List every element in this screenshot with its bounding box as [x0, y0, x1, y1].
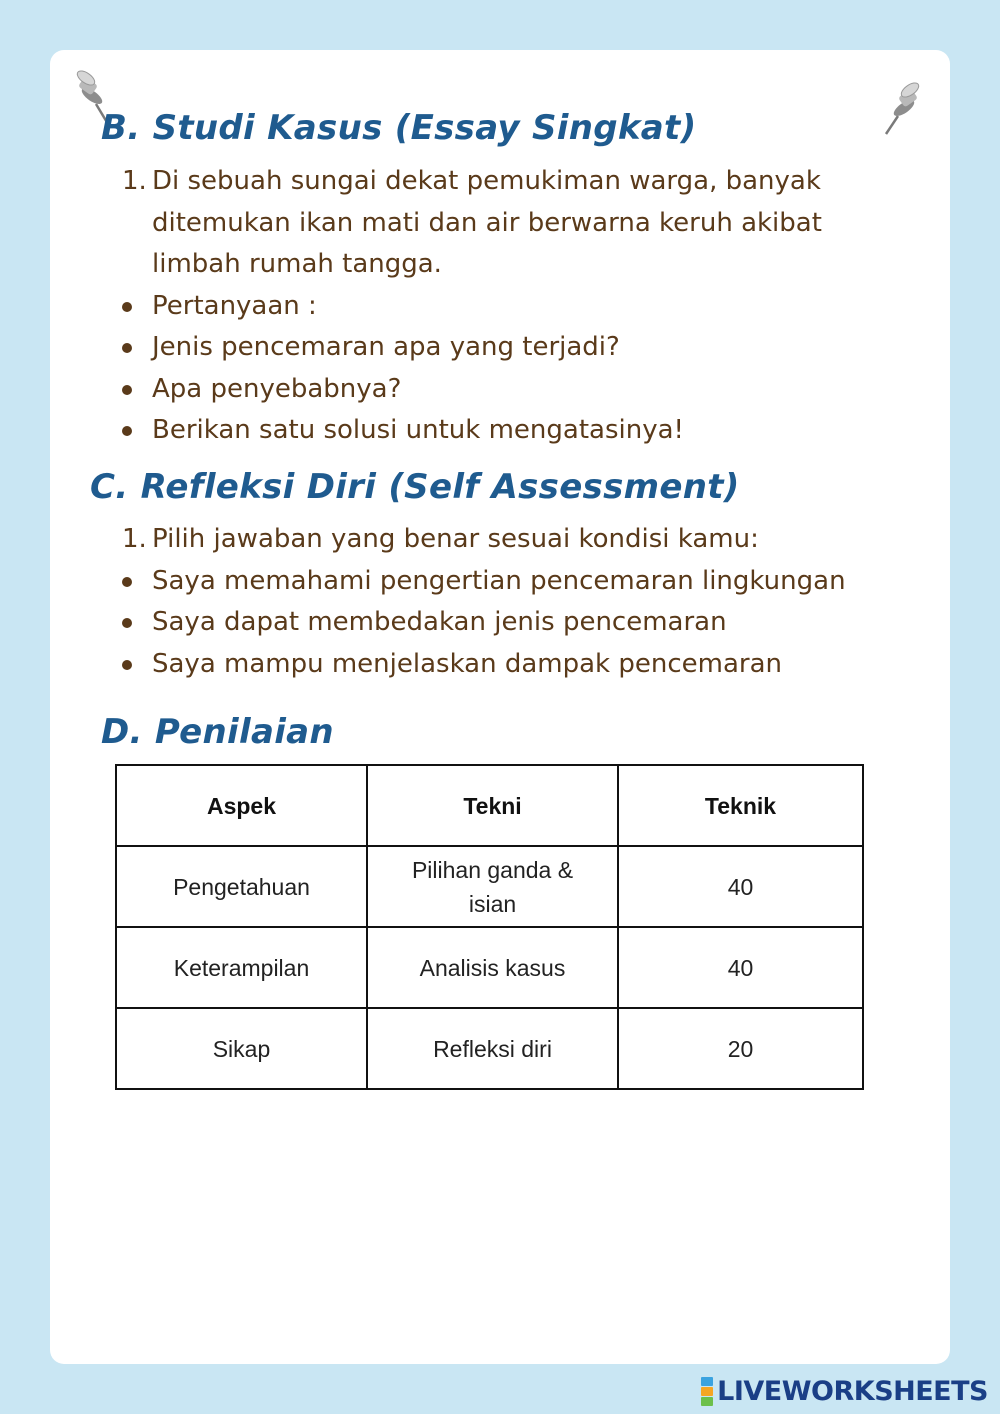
list-number: 1.	[122, 166, 147, 196]
table-cell: Pilihan ganda & isian	[367, 846, 618, 927]
liveworksheets-logo-icon	[701, 1377, 713, 1406]
table-cell: 40	[618, 927, 863, 1008]
reflection-instruction: 1. Pilih jawaban yang benar sesuai kondisi kamu:	[118, 519, 878, 561]
list-item: Berikan satu solusi untuk mengatasinya!	[118, 410, 878, 452]
bullet-icon	[122, 577, 132, 587]
list-item: Saya dapat membedakan jenis pencemaran	[118, 602, 878, 644]
case-question	[118, 161, 878, 286]
bullet-icon	[122, 618, 132, 628]
list-item: Pertanyaan :	[118, 286, 878, 328]
list-item: Saya mampu menjelaskan dampak pencemaran	[118, 644, 878, 686]
bullet-icon	[122, 660, 132, 670]
table-cell: Pengetahuan	[116, 846, 367, 927]
list-item: Apa penyebabnya?	[118, 369, 878, 411]
liveworksheets-logo[interactable]	[701, 1376, 988, 1407]
case-question-text: Di sebuah sungai dekat pemukiman warga, banyak ditemukan ikan mati dan air berwarna keruh akibat limbah rumah tangga.	[152, 166, 822, 279]
pushpin-icon	[872, 82, 924, 138]
table-cell: 20	[618, 1008, 863, 1089]
list-item: Saya memahami pengertian pencemaran lingkungan	[118, 561, 878, 603]
liveworksheets-logo-text: LIVEWORKSHEETS	[717, 1376, 988, 1407]
section-c-list	[118, 519, 878, 685]
section-b-list	[118, 161, 878, 452]
list-item: Jenis pencemaran apa yang terjadi?	[118, 327, 878, 369]
table-cell: Refleksi diri	[367, 1008, 618, 1089]
table-cell: 40	[618, 846, 863, 927]
section-c-heading: C. Refleksi Diri (Self Assessment)	[90, 467, 740, 507]
table-header-cell: Aspek	[116, 765, 367, 846]
table-row	[116, 1008, 863, 1089]
bullet-icon	[122, 385, 132, 395]
section-b-heading: B. Studi Kasus (Essay Singkat)	[101, 108, 697, 148]
table-header-row	[116, 765, 863, 846]
table-header-cell: Tekni	[367, 765, 618, 846]
list-number: 1.	[122, 524, 147, 554]
table-cell: Analisis kasus	[367, 927, 618, 1008]
bullet-icon	[122, 426, 132, 436]
table-cell: Keterampilan	[116, 927, 367, 1008]
table-cell: Sikap	[116, 1008, 367, 1089]
bullet-icon	[122, 343, 132, 353]
table-header-cell: Teknik	[618, 765, 863, 846]
table-row	[116, 927, 863, 1008]
section-d-heading: D. Penilaian	[101, 712, 334, 752]
table-row	[116, 846, 863, 927]
assessment-table	[115, 764, 864, 1090]
bullet-icon	[122, 302, 132, 312]
